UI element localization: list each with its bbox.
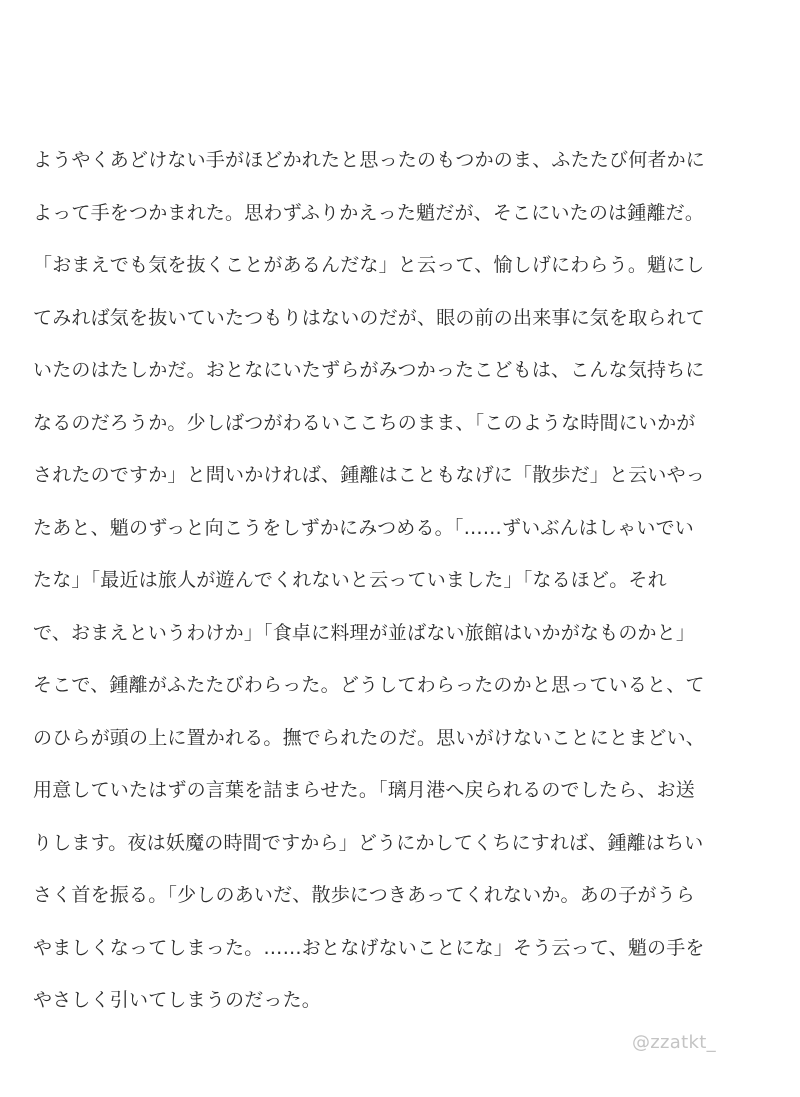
- text-line: ようやくあどけない手がほどかれたと思ったのもつかのま、ふたたび何者かに: [33, 149, 706, 171]
- text-line: てみれば気を抜いていたつもりはないのだが、眼の前の出来事に気を取られて: [33, 306, 706, 329]
- text-line: やましくなってしまった。……おとなげないことにな」そう云って、魈の手を: [33, 936, 705, 959]
- text-line: されたのですか」と問いかければ、鍾離はこともなげに「散歩だ」と云いやっ: [33, 464, 706, 486]
- text-line: たな」「最近は旅人が遊んでくれないと云っていました」「なるほど。それ: [33, 569, 667, 591]
- text-line: りします。夜は妖魔の時間ですから」どうにかしてくちにすれば、鍾離はちい: [33, 831, 704, 854]
- text-line: 用意していたはずの言葉を詰まらせた。「璃月港へ戻られるのでしたら、お送: [33, 779, 695, 801]
- text-line: 「おまえでも気を抜くことがあるんだな」と云って、愉しげにわらう。魈にし: [33, 254, 705, 276]
- text-line: よって手をつかまれた。思わずふりかえった魈だが、そこにいたのは鍾離だ。: [33, 201, 705, 224]
- text-line: やさしく引いてしまうのだった。: [33, 989, 322, 1011]
- text-line: さく首を振る。「少しのあいだ、散歩につきあってくれないか。あの子がうら: [33, 884, 695, 906]
- story-text: [33, 140, 773, 1033]
- author-watermark: @zzatkt_: [632, 1032, 716, 1053]
- text-line: のひらが頭の上に置かれる。撫でられたのだ。思いがけないことにとまどい、: [33, 726, 706, 749]
- text-line: たあと、魈のずっと向こうをしずかにみつめる。「……ずいぶんはしゃいでい: [33, 516, 694, 539]
- text-line: なるのだろうか。少しばつがわるいここちのまま、「このような時間にいかが: [33, 411, 696, 434]
- text-line: で、おまえというわけか」「食卓に料理が並ばない旅館はいかがなものかと」: [33, 621, 696, 644]
- text-line: そこで、鍾離がふたたびわらった。どうしてわらったのかと思っていると、て: [33, 674, 705, 696]
- text-line: いたのはたしかだ。おとなにいたずらがみつかったこどもは、こんな気持ちに: [33, 359, 705, 381]
